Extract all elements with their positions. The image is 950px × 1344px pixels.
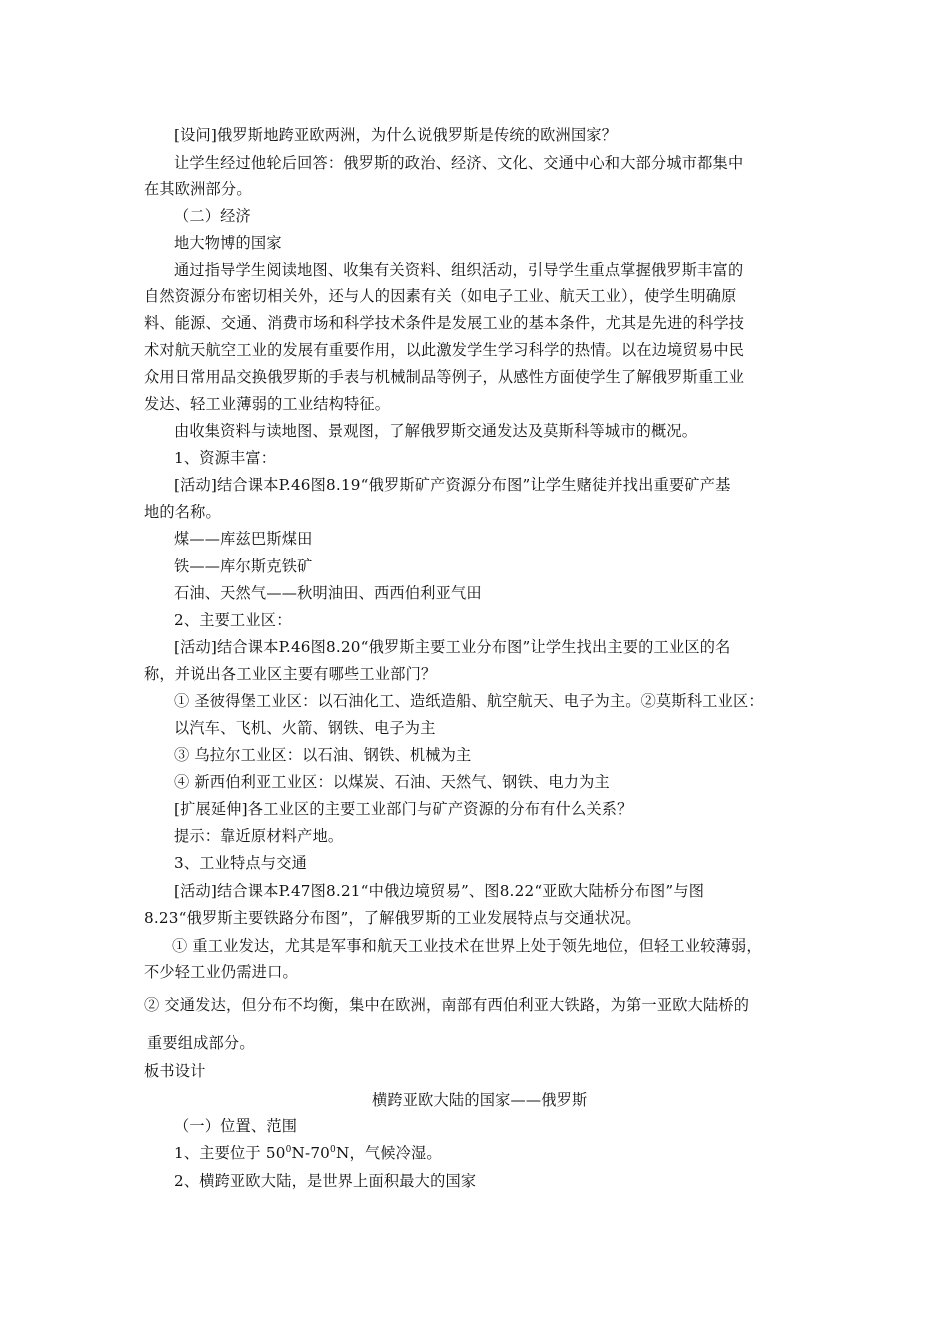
list-item: 重要组成部分。: [147, 1034, 255, 1052]
list-item: 2、横跨亚欧大陆，是世界上面积最大的国家: [174, 1172, 477, 1190]
section-heading: 板书设计: [144, 1062, 206, 1080]
activity-line: 地的名称。: [144, 503, 221, 521]
list-item: 铁——库尔斯克铁矿: [174, 557, 313, 575]
paragraph-line: 由收集资料与读地图、景观图，了解俄罗斯交通发达及莫斯科等城市的概况。: [174, 422, 698, 440]
list-item: ① 圣彼得堡工业区：以石油化工、造纸造船、航空航天、电子为主。②莫斯科工业区：: [174, 692, 764, 710]
latitude-line: 1、主要位于 $50^0N-70^0N$，气候冷湿。: [174, 1144, 442, 1162]
list-item: ① 重工业发达，尤其是军事和航天工业技术在世界上处于领先地位，但轻工业较薄弱，: [172, 937, 762, 955]
section-heading: （一）位置、范围: [174, 1117, 298, 1135]
list-item: ③ 乌拉尔工业区：以石油、钢铁、机械为主: [174, 746, 472, 764]
activity-line: [活动]结合课本P.46图8.19“俄罗斯矿产资源分布图”让学生赌徒并找出重要矿产基: [174, 476, 731, 494]
section-heading: （二）经济: [174, 207, 251, 225]
board-title: 横跨亚欧大陆的国家——俄罗斯: [372, 1091, 588, 1109]
paragraph-line: 在其欧洲部分。: [144, 180, 252, 198]
list-item: ④ 新西伯利亚工业区：以煤炭、石油、天然气、钢铁、电力为主: [174, 773, 610, 791]
subheading: 地大物博的国家: [174, 234, 282, 252]
paragraph-line: 众用日常用品交换俄罗斯的手表与机械制品等例子，从感性方面使学生了解俄罗斯重工业: [144, 368, 745, 386]
activity-line: 称，并说出各工业区主要有哪些工业部门？: [144, 665, 437, 683]
list-item: 石油、天然气——秋明油田、西西伯利亚气田: [174, 584, 482, 602]
question-line: [设问]俄罗斯地跨亚欧两洲，为什么说俄罗斯是传统的欧洲国家？: [174, 126, 618, 144]
activity-line: [活动]结合课本P.47图8.21“中俄边境贸易”、图8.22“亚欧大陆桥分布图”与图: [174, 882, 705, 900]
paragraph-line: 料、能源、交通、消费市场和科学技术条件是发展工业的基本条件，尤其是先进的科学技: [144, 314, 745, 332]
paragraph-line: 发达、轻工业薄弱的工业结构特征。: [144, 395, 391, 413]
list-item: ② 交通发达，但分布不均衡，集中在欧洲，南部有西伯利亚大铁路，为第一亚欧大陆桥的: [144, 996, 750, 1014]
paragraph-line: 自然资源分布密切相关外，还与人的因素有关（如电子工业、航天工业），使学生明确原: [144, 287, 737, 305]
paragraph-line: 术对航天航空工业的发展有重要作用，以此激发学生学习科学的热情。以在边境贸易中民: [144, 341, 745, 359]
list-item: 煤——库兹巴斯煤田: [174, 530, 313, 548]
paragraph-line: 让学生经过他轮后回答：俄罗斯的政治、经济、文化、交通中心和大部分城市都集中: [174, 154, 744, 172]
list-heading: 3、工业特点与交通: [174, 854, 307, 872]
activity-line: [活动]结合课本P.46图8.20“俄罗斯主要工业分布图”让学生找出主要的工业区的名: [174, 638, 731, 656]
activity-line: 8.23“俄罗斯主要铁路分布图”，了解俄罗斯的工业发展特点与交通状况。: [144, 909, 641, 927]
hint-line: 提示：靠近原材料产地。: [174, 827, 344, 845]
list-heading: 1、资源丰富：: [174, 449, 277, 467]
list-item: 以汽车、飞机、火箭、钢铁、电子为主: [174, 719, 436, 737]
list-item: 不少轻工业仍需进口。: [144, 963, 298, 981]
extension-line: [扩展延伸]各工业区的主要工业部门与矿产资源的分布有什么关系？: [174, 800, 633, 818]
paragraph-line: 通过指导学生阅读地图、收集有关资料、组织活动，引导学生重点掌握俄罗斯丰富的: [174, 261, 744, 279]
list-heading: 2、主要工业区：: [174, 611, 292, 629]
